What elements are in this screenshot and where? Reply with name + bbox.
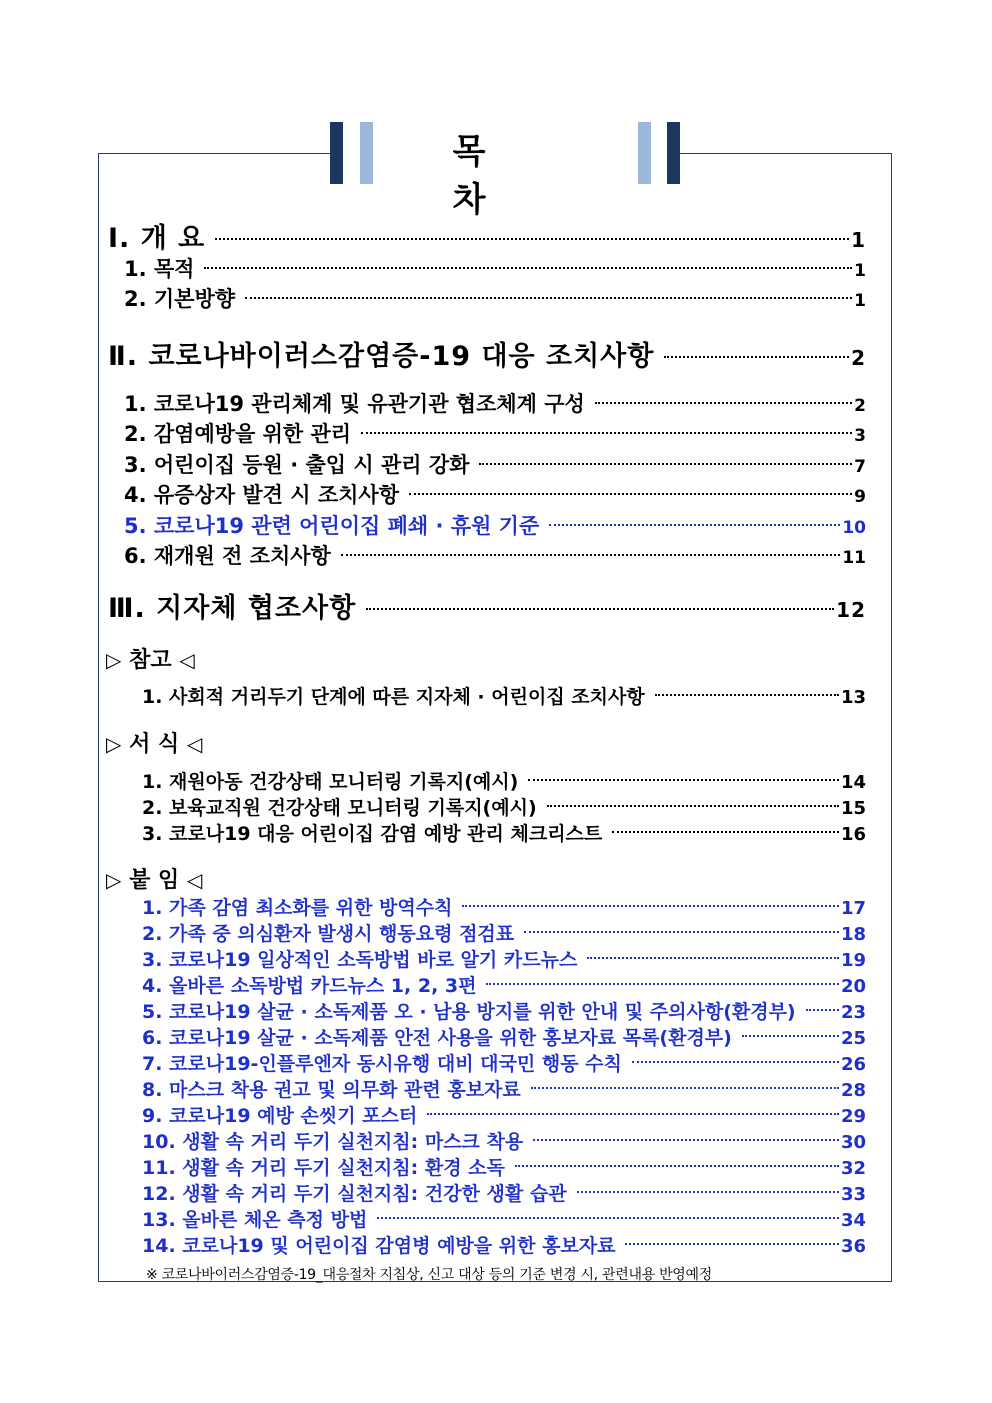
dot-leader [595, 402, 852, 404]
close-triangle-icon: ◁ [179, 648, 195, 672]
toc-chapter-2[interactable] [108, 334, 866, 373]
section-reference-heading [106, 643, 195, 674]
dot-leader [549, 524, 840, 526]
item-label: 5. 코로나19 관련 어린이집 폐쇄 · 휴원 기준 [124, 514, 540, 538]
page-number: 2 [851, 346, 866, 370]
toc-appendix-item[interactable] [142, 1153, 866, 1180]
item-label: 8. 마스크 착용 권고 및 의무화 관련 홍보자료 [142, 1079, 521, 1101]
toc-item[interactable] [124, 418, 866, 448]
section-label: 서 식 [129, 732, 180, 757]
title-bar-left-dark [330, 122, 343, 184]
item-label: 6. 재개원 전 조치사항 [124, 544, 331, 568]
item-label: 1. 목적 [124, 257, 195, 281]
page-number: 1 [854, 261, 866, 281]
page-number: 12 [836, 598, 866, 622]
toc-item[interactable] [124, 388, 866, 418]
dot-leader [533, 1139, 839, 1141]
item-label: 1. 가족 감염 최소화를 위한 방역수칙 [142, 897, 453, 919]
dot-leader [587, 957, 839, 959]
dot-leader [245, 297, 852, 299]
open-triangle-icon: ▷ [106, 732, 122, 756]
section-label: 붙 임 [129, 868, 180, 893]
item-label: 2. 기본방향 [124, 287, 236, 311]
dot-leader [742, 1035, 839, 1037]
section-label: 참고 [129, 648, 172, 673]
toc-chapter-3[interactable] [108, 586, 866, 625]
item-label: 9. 코로나19 예방 손씻기 포스터 [142, 1105, 418, 1127]
page-number: 33 [840, 1184, 866, 1205]
page-number: 30 [840, 1132, 866, 1153]
toc-item[interactable] [142, 819, 866, 846]
section-appendix-heading [106, 863, 202, 894]
page-number: 20 [840, 976, 866, 997]
item-label: 1. 코로나19 관리체계 및 유관기관 협조체계 구성 [124, 392, 585, 416]
page-number: 16 [840, 824, 866, 845]
dot-leader [215, 238, 849, 240]
chapter-label: Ⅱ. 코로나바이러스감염증-19 대응 조치사항 [108, 341, 655, 372]
item-label: 1. 사회적 거리두기 단계에 따른 지자체 · 어린이집 조치사항 [142, 686, 645, 708]
toc-appendix-item[interactable] [142, 1049, 866, 1076]
close-triangle-icon: ◁ [186, 868, 203, 892]
item-label: 14. 코로나19 및 어린이집 감염병 예방을 위한 홍보자료 [142, 1235, 616, 1257]
toc-item[interactable] [142, 682, 866, 709]
dot-leader [366, 608, 834, 610]
title-bar-left-light [360, 122, 373, 184]
dot-leader [341, 554, 841, 556]
dot-leader [204, 267, 852, 269]
page-number: 29 [840, 1106, 866, 1127]
toc-item[interactable] [124, 283, 866, 313]
chapter-label: Ⅰ. 개 요 [108, 223, 206, 254]
page-number: 2 [854, 396, 866, 416]
item-label: 4. 올바른 소독방법 카드뉴스 1, 2, 3편 [142, 975, 477, 997]
item-label: 2. 가족 중 의심환자 발생시 행동요령 점검표 [142, 923, 515, 945]
item-label: 3. 코로나19 대응 어린이집 감염 예방 관리 체크리스트 [142, 823, 603, 845]
dot-leader [577, 1191, 839, 1193]
toc-appendix-item[interactable] [142, 1023, 866, 1050]
toc-appendix-item[interactable] [142, 919, 866, 946]
page-number: 1 [854, 291, 866, 311]
page-number: 9 [854, 487, 866, 507]
page-number: 1 [851, 228, 866, 252]
item-label: 4. 유증상자 발견 시 조치사항 [124, 483, 399, 507]
toc-appendix-item[interactable] [142, 997, 866, 1024]
title-bar-right-light [638, 122, 651, 184]
chapter-label: Ⅲ. 지자체 협조사항 [108, 593, 357, 624]
item-label: 2. 보육교직원 건강상태 모니터링 기록지(예시) [142, 797, 537, 819]
page-number: 23 [840, 1002, 866, 1023]
item-label: 7. 코로나19-인플루엔자 동시유행 대비 대국민 행동 수칙 [142, 1053, 622, 1075]
page-number: 26 [840, 1054, 866, 1075]
page-number: 15 [840, 798, 866, 819]
dot-leader [486, 983, 838, 985]
dot-leader [528, 779, 839, 781]
page-number: 14 [840, 772, 866, 793]
toc-item-highlighted[interactable] [124, 510, 866, 540]
toc-appendix-item[interactable] [142, 1205, 866, 1232]
page-number: 7 [854, 457, 866, 477]
toc-appendix-item[interactable] [142, 1231, 866, 1258]
item-label: 6. 코로나19 살균 · 소독제품 안전 사용을 위한 홍보자료 목록(환경부) [142, 1027, 732, 1049]
item-label: 1. 재원아동 건강상태 모니터링 기록지(예시) [142, 771, 519, 793]
dot-leader [361, 432, 852, 434]
close-triangle-icon: ◁ [186, 732, 203, 756]
open-triangle-icon: ▷ [106, 648, 122, 672]
title-bar-right-dark [667, 122, 680, 184]
page-number: 25 [840, 1028, 866, 1049]
toc-appendix-item[interactable] [142, 1101, 866, 1128]
toc-appendix-item[interactable] [142, 893, 866, 920]
dot-leader [664, 356, 849, 358]
item-label: 11. 생활 속 거리 두기 실천지침: 환경 소독 [142, 1157, 505, 1179]
dot-leader [625, 1243, 838, 1245]
page-number: 10 [842, 518, 866, 538]
item-label: 3. 코로나19 일상적인 소독방법 바로 알기 카드뉴스 [142, 949, 578, 971]
item-label: 2. 감염예방을 위한 관리 [124, 422, 352, 446]
dot-leader [377, 1217, 839, 1219]
toc-appendix-item[interactable] [142, 1127, 866, 1154]
item-label: 13. 올바른 체온 측정 방법 [142, 1209, 368, 1231]
dot-leader [632, 1061, 839, 1063]
item-label: 5. 코로나19 살균 · 소독제품 오 · 남용 방지를 위한 안내 및 주의사항(환경부) [142, 1001, 796, 1023]
section-forms-heading [106, 727, 202, 758]
dot-leader [524, 931, 839, 933]
open-triangle-icon: ▷ [106, 868, 122, 892]
toc-item[interactable] [124, 479, 866, 509]
page-number: 34 [840, 1210, 866, 1231]
toc-item[interactable] [124, 253, 866, 283]
dot-leader [612, 831, 839, 833]
dot-leader [409, 493, 852, 495]
dot-leader [427, 1113, 839, 1115]
item-label: 3. 어린이집 등원 · 출입 시 관리 강화 [124, 453, 470, 477]
toc-appendix-item[interactable] [142, 1075, 866, 1102]
dot-leader [655, 694, 839, 696]
dot-leader [462, 905, 838, 907]
page-title: 목 차 [452, 132, 538, 220]
toc-item[interactable] [142, 793, 866, 820]
page-number: 36 [840, 1236, 866, 1257]
page-number: 3 [854, 426, 866, 446]
dot-leader [531, 1087, 839, 1089]
toc-chapter-1[interactable] [108, 216, 866, 255]
dot-leader [515, 1165, 839, 1167]
item-label: 12. 생활 속 거리 두기 실천지침: 건강한 생활 습관 [142, 1183, 567, 1205]
toc-appendix-item[interactable] [142, 971, 866, 998]
toc-appendix-item[interactable] [142, 945, 866, 972]
page-number: 13 [840, 687, 866, 708]
page-number: 32 [840, 1158, 866, 1179]
toc-appendix-item[interactable] [142, 1179, 866, 1206]
toc-item[interactable] [142, 767, 866, 794]
footnote: ※ 코로나바이러스감염증-19_대응절차 지침상, 신고 대상 등의 기준 변경 시, 관련내용 반영예정 [146, 1267, 712, 1283]
page-number: 19 [840, 950, 866, 971]
page-number: 11 [842, 548, 866, 568]
page-number: 18 [840, 924, 866, 945]
item-label: 10. 생활 속 거리 두기 실천지침: 마스크 착용 [142, 1131, 524, 1153]
dot-leader [806, 1009, 839, 1011]
toc-item[interactable] [124, 449, 866, 479]
toc-item[interactable] [124, 540, 866, 570]
dot-leader [547, 805, 839, 807]
page-number: 17 [840, 898, 866, 919]
page-number: 28 [840, 1080, 866, 1101]
dot-leader [479, 463, 852, 465]
